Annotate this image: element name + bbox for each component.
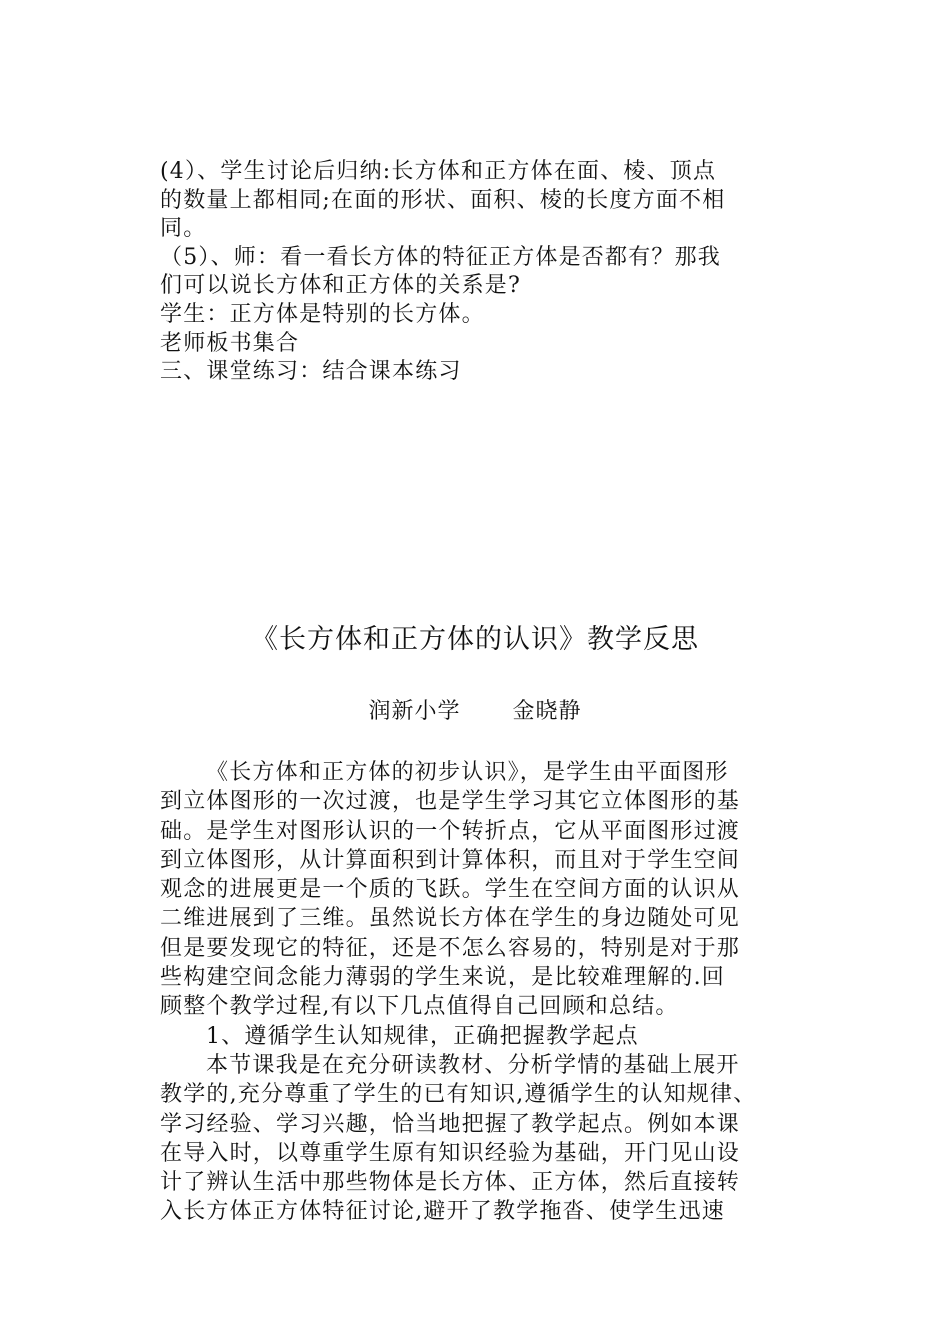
- text-line: 观念的进展更是一个质的飞跃。学生在空间方面的认识从: [160, 877, 741, 903]
- text-line: 二维进展到了三维。虽然说长方体在学生的身边随处可见: [160, 906, 741, 932]
- text-line: （5）、师：看一看长方体的特征正方体是否都有？那我: [160, 244, 721, 270]
- byline: [0, 697, 950, 727]
- lesson-plan-continuation: [160, 158, 800, 387]
- text-line: 《长方体和正方体的初步认识》，是学生由平面图形: [206, 760, 729, 785]
- text-line: (4）、学生讨论后归纳:长方体和正方体在面、棱、顶点: [160, 159, 717, 184]
- article-body: [160, 758, 800, 1227]
- text-line: 学生：正方体是特别的长方体。: [160, 301, 485, 327]
- text-line: 些构建空间念能力薄弱的学生来说，是比较难理解的.回: [160, 965, 725, 991]
- text-line: 但是要发现它的特征，还是不怎么容易的，特别是对于那: [160, 935, 741, 961]
- text-line: 同。: [160, 216, 207, 242]
- text-line: 入长方体正方体特征讨论,避开了教学拖沓、使学生迅速: [160, 1199, 725, 1225]
- text-line: 们可以说长方体和正方体的关系是?: [160, 273, 521, 299]
- text-line: 学习经验、学习兴趣，恰当地把握了教学起点。例如本课: [160, 1111, 741, 1137]
- section-heading: 1、遵循学生认知规律，正确把握教学起点: [206, 1023, 639, 1049]
- text-line: 到立体图形的一次过渡，也是学生学习其它立体图形的基: [160, 789, 741, 815]
- text-line: 教学的,充分尊重了学生的已有知识,遵循学生的认知规律、: [160, 1082, 757, 1108]
- text-line: 本节课我是在充分研读教材、分析学情的基础上展开: [206, 1052, 740, 1078]
- text-line: 三、课堂练习：结合课本练习: [160, 359, 462, 385]
- author-name: 金晓静: [512, 699, 582, 724]
- text-line: 老师板书集合: [160, 330, 300, 356]
- text-line: 的数量上都相同;在面的形状、面积、棱的长度方面不相: [160, 187, 726, 213]
- text-line: 到立体图形，从计算面积到计算体积，而且对于学生空间: [160, 847, 741, 873]
- text-line: 计了辨认生活中那些物体是长方体、正方体，然后直接转: [160, 1170, 741, 1196]
- text-line: 础。是学生对图形认识的一个转折点，它从平面图形过渡: [160, 818, 741, 844]
- text-line: 顾整个教学过程,有以下几点值得自己回顾和总结。: [160, 994, 679, 1020]
- school-name: 润新小学: [368, 699, 461, 724]
- text-line: 在导入时，以尊重学生原有知识经验为基础，开门见山设: [160, 1140, 741, 1166]
- article-title: 《长方体和正方体的认识》教学反思: [251, 624, 699, 655]
